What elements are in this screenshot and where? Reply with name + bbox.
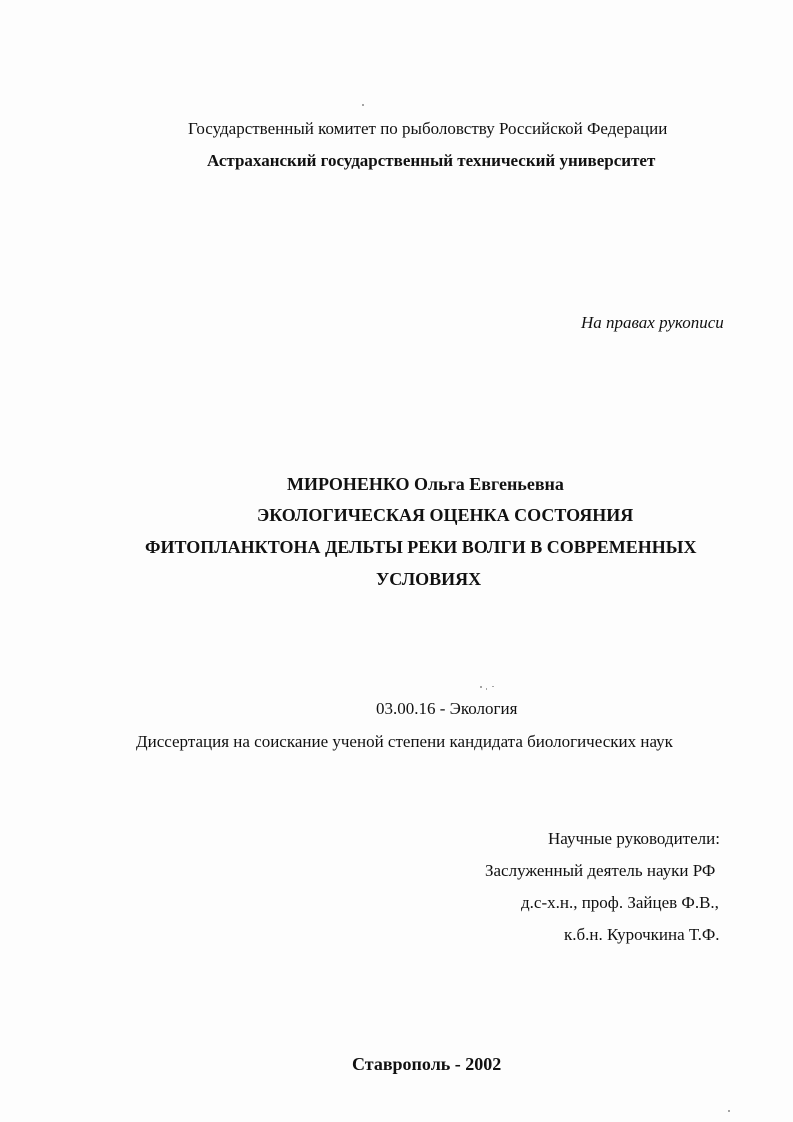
university-name: Астраханский государственный технический университет — [207, 151, 656, 170]
scan-speck — [728, 1110, 730, 1112]
scan-speck — [486, 688, 487, 690]
dissertation-title-line-3: УСЛОВИЯХ — [376, 569, 482, 589]
supervisors-label: Научные руководители: — [548, 829, 720, 848]
manuscript-note: На правах рукописи — [581, 313, 724, 332]
dissertation-title-line-1: ЭКОЛОГИЧЕСКАЯ ОЦЕНКА СОСТОЯНИЯ — [257, 505, 634, 525]
scan-speck — [480, 686, 482, 688]
scan-speck — [362, 104, 364, 106]
dissertation-title-line-2: ФИТОПЛАНКТОНА ДЕЛЬТЫ РЕКИ ВОЛГИ В СОВРЕМЕННЫХ — [145, 537, 697, 557]
ministry-name: Государственный комитет по рыболовству Российской Федерации — [188, 119, 668, 138]
scan-speck — [492, 686, 494, 687]
supervisor-line-3: к.б.н. Курочкина Т.Ф. — [564, 925, 720, 944]
supervisor-line-2: д.с-х.н., проф. Зайцев Ф.В., — [521, 893, 719, 912]
specialty-code: 03.00.16 - Экология — [376, 699, 518, 718]
city-and-year: Ставрополь - 2002 — [352, 1054, 502, 1074]
author-name: МИРОНЕНКО Ольга Евгеньевна — [287, 474, 564, 494]
supervisor-line-1: Заслуженный деятель науки РФ — [485, 861, 716, 880]
degree-statement: Диссертация на соискание ученой степени кандидата биологических наук — [136, 732, 673, 751]
